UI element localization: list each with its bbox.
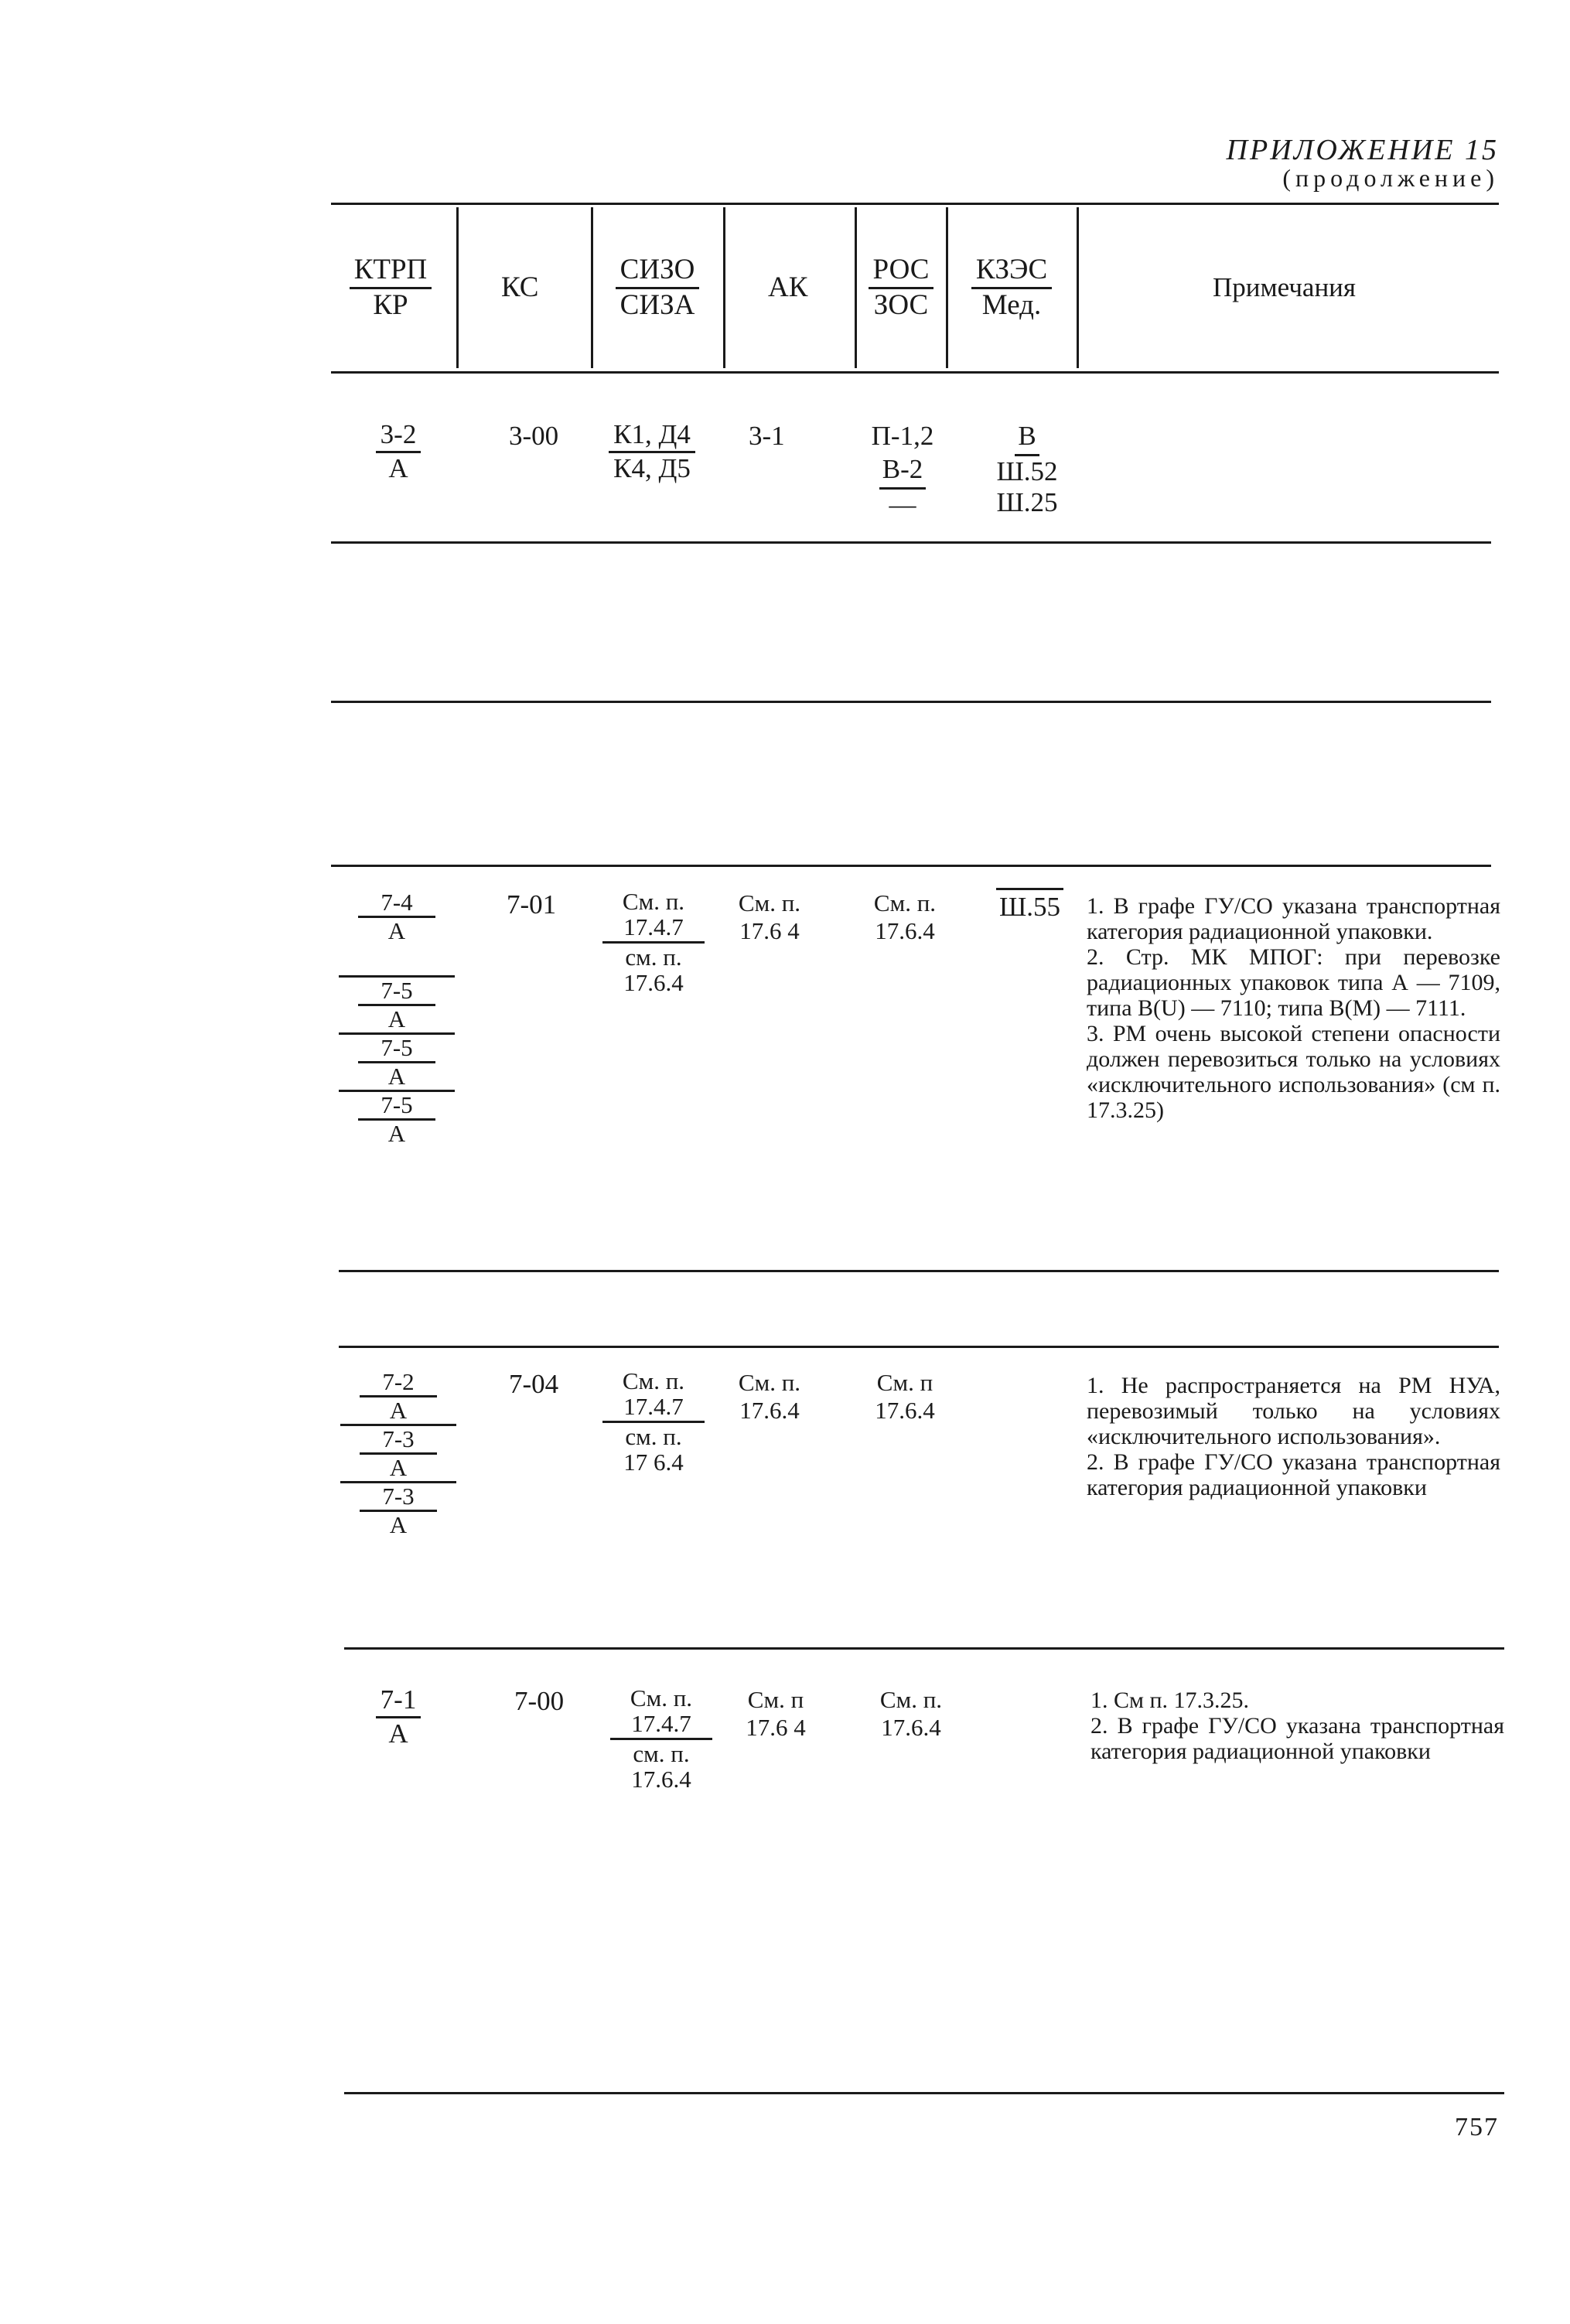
row1-ros: П-1,2 В-2 — bbox=[871, 421, 934, 520]
page-title: ПРИЛОЖЕНИЕ 15 bbox=[1226, 134, 1499, 166]
col-header-kzes: КЗЭС Мед. bbox=[950, 255, 1073, 321]
row3-notes: 1. Не распространяется на РМ НУА, перевозимый только на условиях «исключительного использования». 2. В графе ГУ/СО указана транспортная категория радиационной упаковки bbox=[1087, 1373, 1500, 1500]
page-subtitle: (продолжение) bbox=[1282, 164, 1499, 192]
row3-sizo: См. п. 17.4.7 см. п. 17 6.4 bbox=[596, 1369, 712, 1475]
col-divider bbox=[723, 207, 725, 368]
row2-ktrp: 7-4 А 7-5 А 7-5 А 7-5 А bbox=[339, 889, 455, 1147]
col-header-ks: КС bbox=[501, 271, 539, 303]
row-rule bbox=[339, 1346, 1499, 1348]
row1-ak: 3-1 bbox=[749, 421, 785, 451]
row2-kzes: Ш.55 bbox=[996, 888, 1063, 923]
row2-ros: См. п. 17.6.4 bbox=[873, 889, 937, 944]
table-header-rule bbox=[331, 371, 1499, 374]
row2-ks: 7-01 bbox=[507, 889, 557, 920]
col-header-ros: РОС ЗОС bbox=[858, 255, 944, 321]
row4-ros: См. п. 17.6.4 bbox=[879, 1686, 943, 1741]
row4-ks: 7-00 bbox=[514, 1686, 565, 1716]
row1-sizo: К1, Д4 К4, Д5 bbox=[594, 421, 710, 483]
row3-ks: 7-04 bbox=[509, 1369, 559, 1399]
row1-ktrp: 3-2 А bbox=[340, 421, 456, 483]
row-rule bbox=[339, 1270, 1499, 1272]
row-rule bbox=[344, 1647, 1504, 1650]
col-header-sizo: СИЗО СИЗА bbox=[596, 255, 719, 321]
col-header-ak: АК bbox=[768, 271, 808, 303]
row-rule bbox=[331, 865, 1491, 867]
col-divider bbox=[456, 207, 459, 368]
row4-ak: См. п 17.6 4 bbox=[746, 1686, 806, 1741]
row3-ros: См. п 17.6.4 bbox=[875, 1369, 935, 1424]
col-header-ktrp: КТРП КР bbox=[333, 255, 449, 321]
row2-ak: См. п. 17.6 4 bbox=[738, 889, 801, 944]
table-top-rule bbox=[331, 203, 1499, 205]
row-rule bbox=[331, 701, 1491, 703]
row1-ks: 3-00 bbox=[509, 421, 559, 451]
row3-ak: См. п. 17.6.4 bbox=[738, 1369, 801, 1424]
page-number: 757 bbox=[1455, 2113, 1499, 2141]
col-divider bbox=[1077, 207, 1079, 368]
row-rule bbox=[331, 541, 1491, 544]
col-divider bbox=[946, 207, 948, 368]
row4-notes: 1. См п. 17.3.25. 2. В графе ГУ/СО указана транспортная категория радиационной упаковки bbox=[1090, 1688, 1504, 1764]
col-divider bbox=[591, 207, 593, 368]
row4-ktrp: 7-1 А bbox=[340, 1686, 456, 1749]
row3-ktrp: 7-2 А 7-3 А 7-3 А bbox=[340, 1369, 456, 1538]
row4-sizo: См. п. 17.4.7 см. п. 17.6.4 bbox=[603, 1686, 719, 1792]
row2-sizo: См. п. 17.4.7 см. п. 17.6.4 bbox=[596, 889, 712, 995]
col-divider bbox=[855, 207, 857, 368]
bottom-rule bbox=[344, 2092, 1504, 2094]
row1-kzes: В Ш.52 Ш.25 bbox=[996, 421, 1058, 517]
col-header-notes: Примечания bbox=[1213, 272, 1357, 302]
row2-notes: 1. В графе ГУ/СО указана транспортная категория радиационной упаковки. 2. Стр. МК МПОГ: при перевозке радиационных упаковок типа А — 7109, типа В(U) — 7110; типа В(М) — 7111. 3. РМ очень высокой степени опасности должен перевозиться только на условиях «исключительного использования» (см п. 17.3.25) bbox=[1087, 893, 1500, 1123]
